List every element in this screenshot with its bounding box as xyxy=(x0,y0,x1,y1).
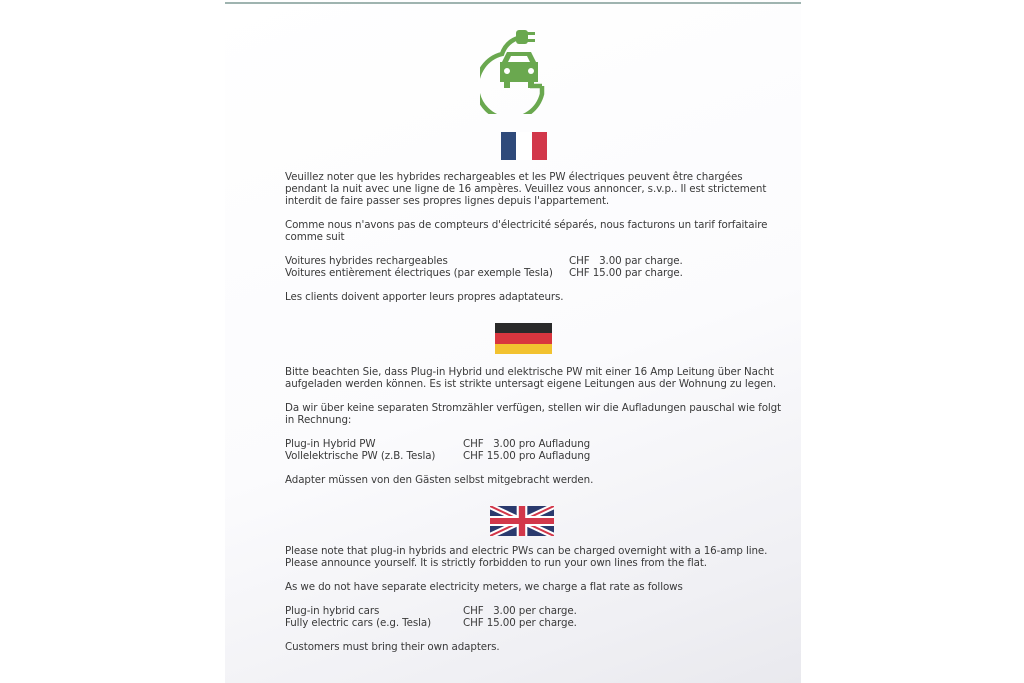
uk-flag-icon xyxy=(490,506,554,536)
english-note: Customers must bring their own adapters. xyxy=(285,641,500,653)
page-top-edge xyxy=(225,2,801,4)
rate-row: Plug-in Hybrid PW CHF 3.00 pro Aufladung xyxy=(285,438,591,450)
france-flag-icon xyxy=(501,132,547,160)
german-billing: Da wir über keine separaten Stromzähler verfügen, stellen wir die Aufladungen pauschal wie folgt in Rechnung: xyxy=(285,402,782,426)
german-rates xyxy=(285,438,785,462)
french-rates xyxy=(285,255,785,279)
french-intro: Veuillez noter que les hybrides rechargeables et les PW électriques peuvent être chargées pendant la nuit avec une ligne de 16 ampères. Veuillez vous annoncer, s.v.p.. Il est strictement interdit de faire passer ses propres lignes depuis l'appartement. xyxy=(285,171,767,207)
french-section xyxy=(285,171,785,303)
english-rates xyxy=(285,605,785,629)
rate-row: Voitures hybrides rechargeables CHF 3.00 par charge. xyxy=(285,255,683,267)
french-note: Les clients doivent apporter leurs propres adaptateurs. xyxy=(285,291,564,303)
english-billing: As we do not have separate electricity meters, we charge a flat rate as follows xyxy=(285,581,683,593)
ev-charging-car-icon xyxy=(480,24,558,114)
rate-row: Voitures entièrement électriques (par exemple Tesla) CHF 15.00 par charge. xyxy=(285,267,683,279)
german-note: Adapter müssen von den Gästen selbst mitgebracht werden. xyxy=(285,474,594,486)
english-intro: Please note that plug-in hybrids and electric PWs can be charged overnight with a 16-amp line. Please announce yourself. It is strictly forbidden to run your own lines from the flat. xyxy=(285,545,768,569)
french-billing: Comme nous n'avons pas de compteurs d'électricité séparés, nous facturons un tarif forfaitaire comme suit xyxy=(285,219,768,243)
rate-row: Vollelektrische PW (z.B. Tesla) CHF 15.00 pro Aufladung xyxy=(285,450,591,462)
scanned-notice-page xyxy=(225,0,801,683)
rate-row: Plug-in hybrid cars CHF 3.00 per charge. xyxy=(285,605,577,617)
english-section xyxy=(285,545,785,653)
german-section xyxy=(285,366,785,486)
german-intro: Bitte beachten Sie, dass Plug-in Hybrid und elektrische PW mit einer 16 Amp Leitung über Nacht aufgeladen werden können. Es ist strikte untersagt eigene Leitungen aus der Wohnung zu legen. xyxy=(285,366,777,390)
rate-row: Fully electric cars (e.g. Tesla) CHF 15.00 per charge. xyxy=(285,617,577,629)
germany-flag-icon xyxy=(495,323,552,354)
